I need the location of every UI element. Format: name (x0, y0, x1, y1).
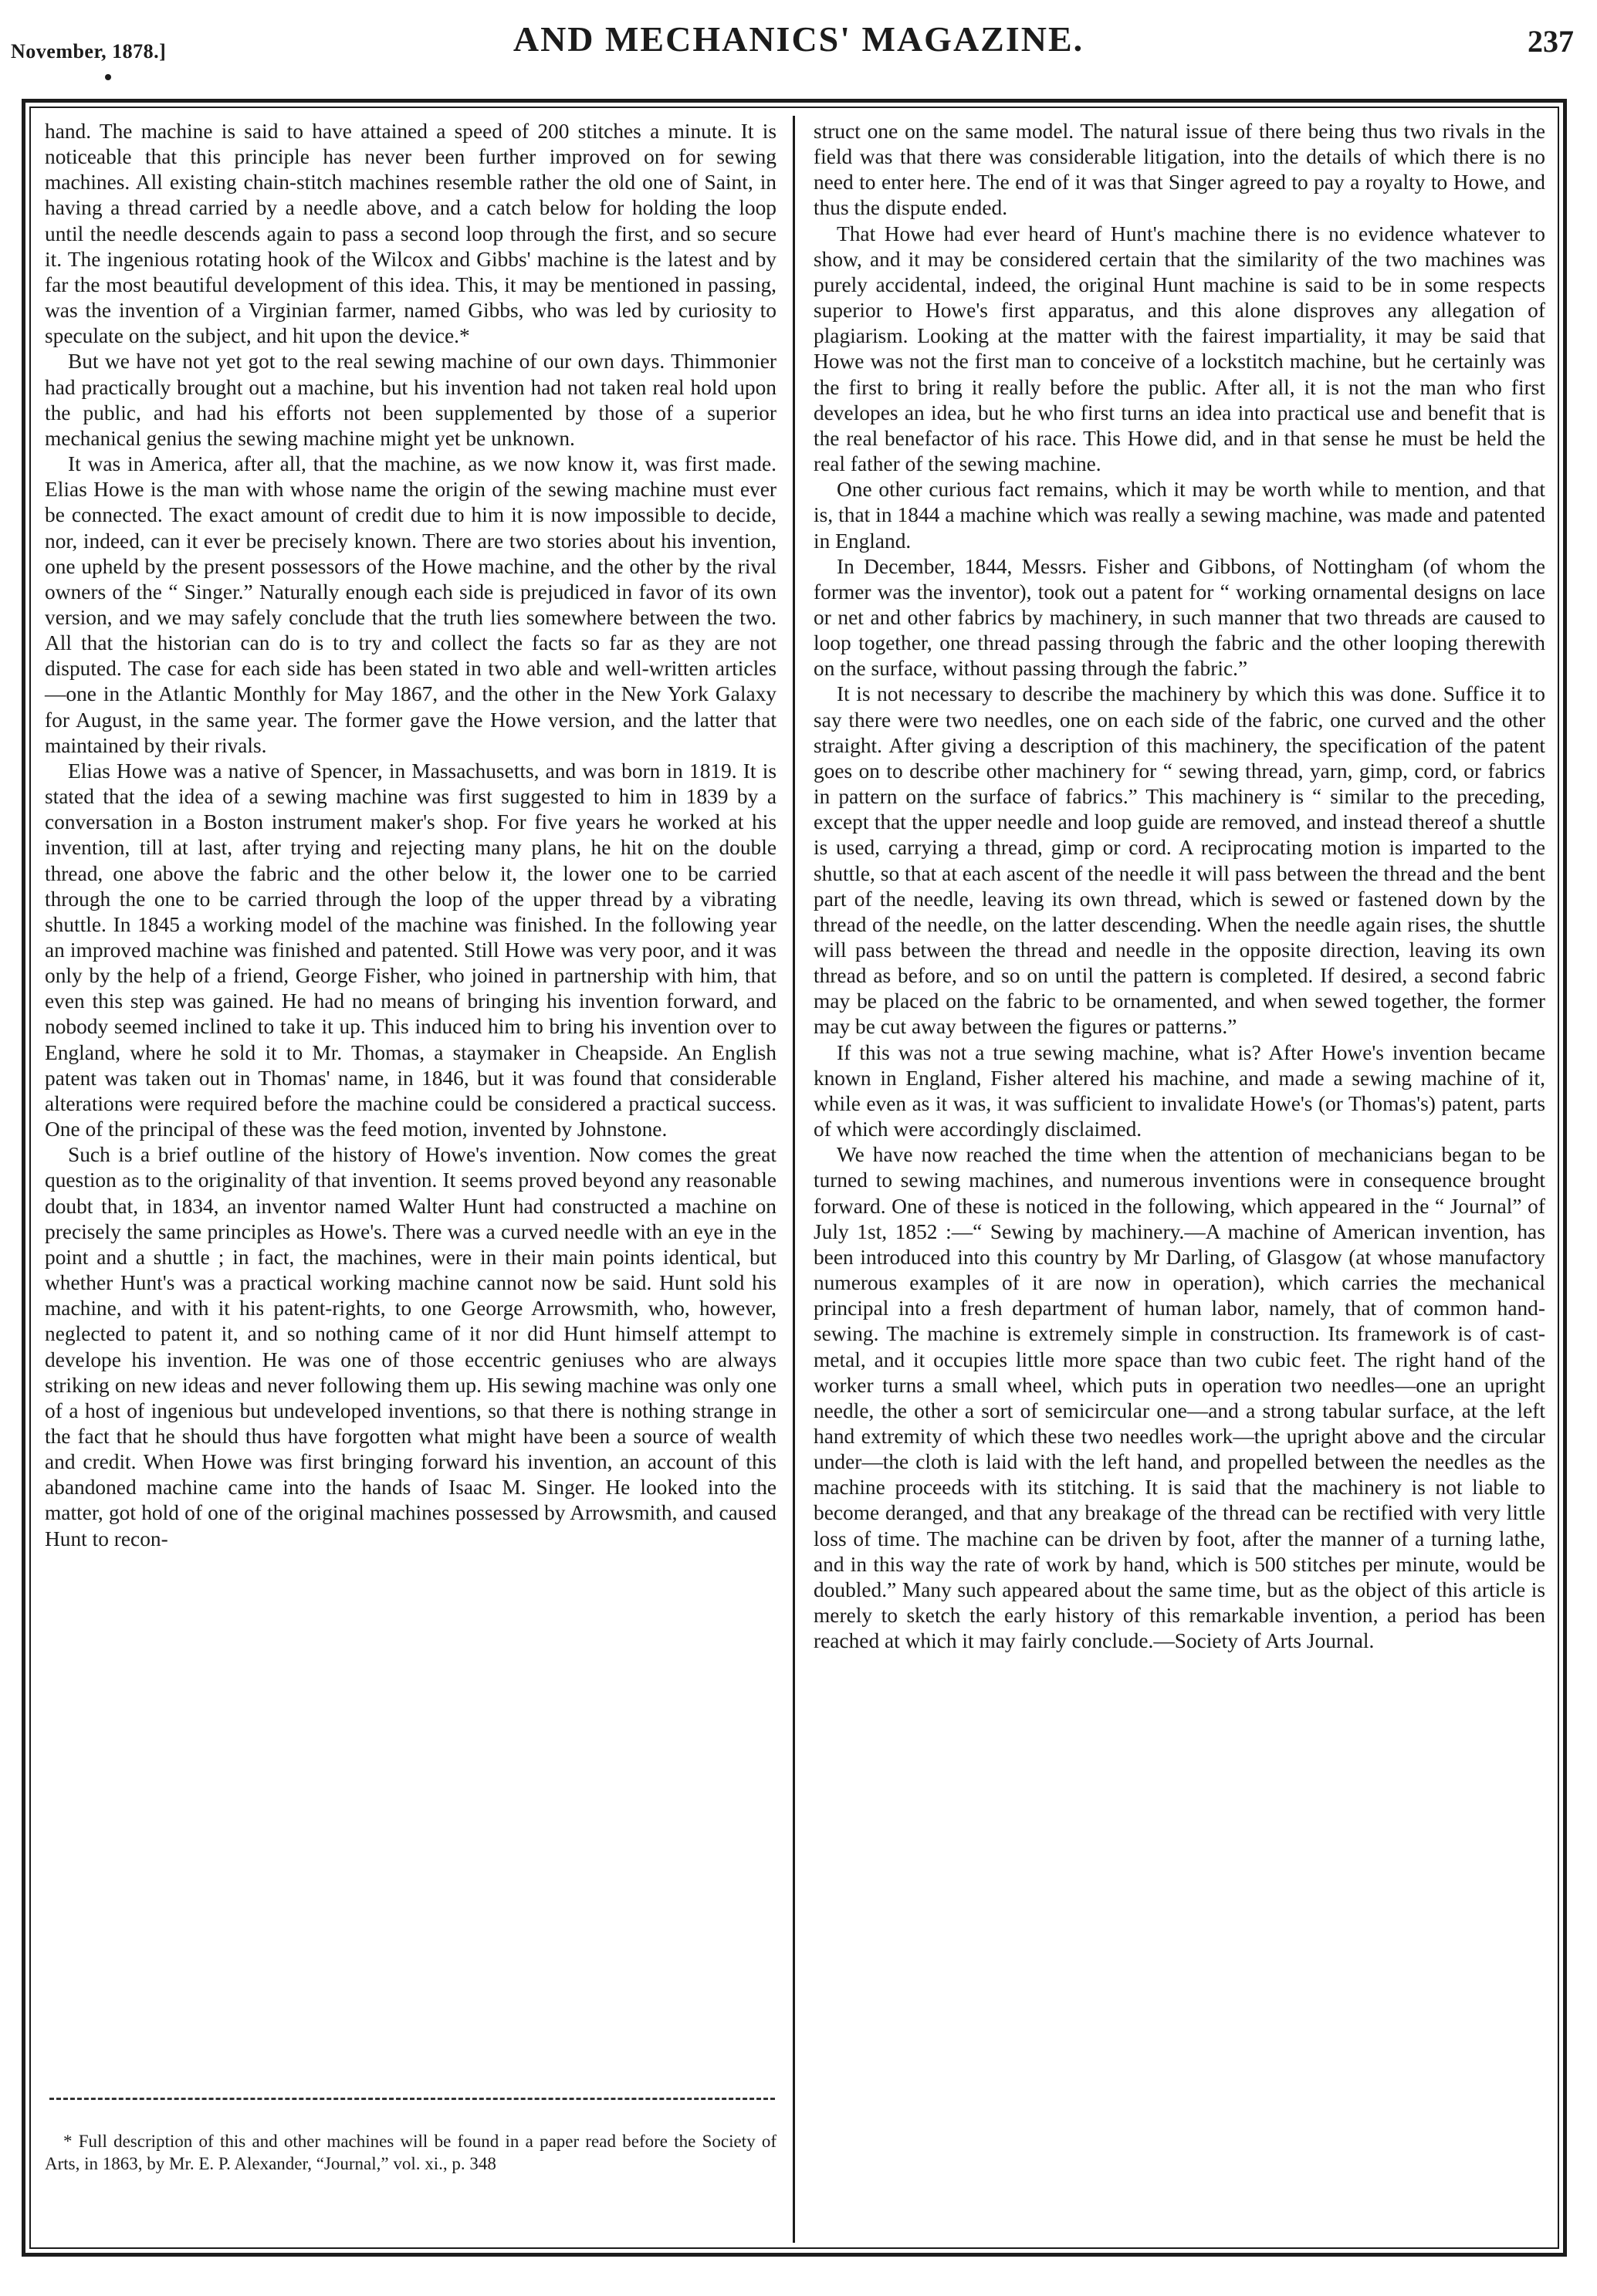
paragraph: Elias Howe was a native of Spencer, in Massachusetts, and was born in 1819. It is stated that the idea of a sewing machine was first suggested to him in 1839 by a conversation in a Boston instrument maker's shop. For five years he worked at his invention, till at last, after trying and rejecting many plans, he hit on the double thread, one above the fabric and the other below it, the lower one to be carried through the one to be carried through the loop of the upper thread by a vibrating shuttle. In 1845 a working model of the machine was finished. In the following year an improved machine was finished and patented. Still Howe was very poor, and it was only by the help of a friend, George Fisher, who joined in partnership with him, that even this step was gained. He had no means of bringing his invention forward, and nobody seemed inclined to take it up. This induced him to bring his invention over to England, where he sold it to Mr. Thomas, a staymaker in Cheapside. An English patent was taken out in Thomas' name, in 1846, but it was found that considerable alterations were required before the machine could be considered a practical success. One of the principal of these was the feed motion, invented by Johnstone. (45, 759, 777, 1141)
paragraph: In December, 1844, Messrs. Fisher and Gibbons, of Nottingham (of whom the former was the inventor), took out a patent for “ working ornamental designs on lace or net and other fabrics by machinery, in such manner that two threads are caused to loop together, one thread passing through the fabric and the other looping therewith on the surface, without passing through the fabric.” (814, 554, 1545, 681)
issue-date: November, 1878.] (11, 40, 167, 63)
footnote (45, 2130, 777, 2175)
right-column (814, 119, 1545, 1654)
paragraph: But we have not yet got to the real sewing machine of our own days. Thimmonier had practically brought out a machine, but his invention had not taken real hold upon the public, and had his efforts not been supplemented by those of a superior mechanical genius the sewing machine might yet be unknown. (45, 350, 777, 450)
footnote-text: * Full description of this and other machines will be found in a paper read before the Society of Arts, in 1863, by Mr. E. P. Alexander, “Journal,” vol. xi., p. 348 (45, 2132, 777, 2173)
paragraph: It was in America, after all, that the machine, as we now know it, was first made. Elias Howe is the man with whose name the origin of the sewing machine must ever be connected. The exact amount of credit due to him it is now impossible to decide, nor, indeed, can it ever be precisely known. There are two stories about his invention, one upheld by the present possessors of the Howe machine, and the other by the rival owners of the “ Singer.” Naturally enough each side is prejudiced in favor of its own version, and we may safely conclude that the truth lies somewhere between the two. All that the historian can do is to try and collect the facts so far as they are not disputed. The case for each side has been stated in two able and well-written articles—one in the Atlantic Monthly for May 1867, and the other in the New York Galaxy for August, in the same year. The former gave the Howe version, and the latter that maintained by their rivals. (45, 452, 777, 757)
left-column (45, 119, 777, 1552)
footnote-rule (49, 2098, 775, 2100)
ornament-dot (105, 74, 111, 80)
paragraph: One other curious fact remains, which it may be worth while to mention, and that is, that in 1844 a machine which was really a sewing machine, was made and patented in England. (814, 478, 1545, 553)
paragraph: Such is a brief outline of the history of Howe's invention. Now comes the great question as to the originality of that invention. It seems proved beyond any reasonable doubt that, in 1834, an inventor named Walter Hunt had constructed a machine on precisely the same principles as Howe's. There was a curved needle with an eye in the point and a shuttle ; in fact, the machines, were in their main points identical, but whether Hunt's was a practical working machine cannot now be said. Hunt sold his machine, and with it his patent-rights, to one George Arrowsmith, who, however, neglected to patent it, and so nothing came of it nor did Hunt himself attempt to develope his invention. He was one of those eccentric geniuses who are always striking on new ideas and never following them up. His sewing machine was only one of a host of ingenious but undeveloped inventions, so that there is nothing strange in the fact that he should thus have forgotten what might have been a source of wealth and credit. When Howe was first bringing forward his invention, an account of this abandoned machine came into the hands of Isaac M. Singer. He looked into the matter, got hold of one of the original machines possessed by Arrowsmith, and caused Hunt to recon- (45, 1143, 777, 1550)
paragraph: hand. The machine is said to have attained a speed of 200 stitches a minute. It is noticeable that this principle has never been further improved on for sewing machines. All existing chain-stitch machines resemble rather the old one of Saint, in having a thread carried by a needle above, and a catch below for holding the loop until the needle descends again to pass a second loop through the first, and so secure it. The ingenious rotating hook of the Wilcox and Gibbs' machine is the latest and by far the most beautiful development of this idea. This, it may be mentioned in passing, was the invention of a Virginian farmer, named Gibbs, who was led by curiosity to speculate on the subject, and hit upon the device.* (45, 120, 777, 348)
paragraph: That Howe had ever heard of Hunt's machine there is no evidence whatever to show, and it may be considered certain that the similarity of the two machines was purely accidental, indeed, the original Hunt machine is said to be in some respects superior to Howe's first apparatus, and this alone disproves any allegation of plagiarism. Looking at the matter with the fairest impartiality, it may be said that Howe was not the first man to conceive of a lockstitch machine, but he certainly was the first to bring it really before the public. After all, it is not the man who first developes an idea, but he who first turns an idea into practical use and benefit that is the real benefactor of his race. This Howe did, and in that sense he must be held the real father of the sewing machine. (814, 221, 1545, 476)
column-divider (793, 116, 795, 2243)
paragraph: It is not necessary to describe the machinery by which this was done. Suffice it to say there were two needles, one on each side of the fabric, one curved and the other straight. After giving a description of this machinery, the specification of the patent goes on to describe other machinery for “ sewing thread, yarn, gimp, cord, or fabrics in pattern on the surface of fabrics.” This machinery is “ similar to the preceding, except that the upper needle and loop guide are removed, and instead thereof a shuttle is used, carrying a thread, gimp or cord. A reciprocating motion is imparted to the shuttle, so that at each ascent of the needle it will pass between the thread and the bent part of the needle, leaving its own thread, which is sewed or fastened down by the thread of the needle, on the latter descending. When the needle again rises, the shuttle will pass between the thread and needle in the opposite direction, leaving its own thread as before, and so on until the pattern is completed. If desired, a second fabric may be placed on the fabric to be ornamented, and when sewed together, the former may be cut away between the figures or patterns.” (814, 682, 1545, 1039)
page-number: 237 (1528, 24, 1574, 59)
magazine-title: AND MECHANICS' MAGAZINE. (513, 19, 1084, 59)
paragraph: If this was not a true sewing machine, what is? After Howe's invention became known in England, Fisher altered his machine, and made a sewing machine of it, while even as it was, it was sufficient to invalidate Howe's (or Thomas's) patent, parts of which were accordingly disclaimed. (814, 1040, 1545, 1141)
paragraph: struct one on the same model. The natural issue of there being thus two rivals in the field was that there was considerable litigation, into the details of which there is no need to enter here. The end of it was that Singer agreed to pay a royalty to Howe, and thus the dispute ended. (814, 120, 1545, 220)
running-head (0, 0, 1597, 85)
paragraph: We have now reached the time when the attention of mechanicians began to be turned to sewing machines, and numerous inventions were in consequence brought forward. One of these is noticed in the following, which appeared in the “ Journal” of July 1st, 1852 :—“ Sewing by machinery.—A machine of American invention, has been introduced into this country by Mr Darling, of Glasgow (at whose manufactory numerous examples of it are now in operation), which carries the mechanical principal into a fresh department of human labor, namely, that of common hand-sewing. The machine is extremely simple in construction. Its framework is of cast-metal, and it occupies little more space than two cubic feet. The right hand of the worker turns a small wheel, which puts in operation two needles—one an upright needle, the other a sort of semicircular one—and a strong tabular surface, at the left hand extremity of which these two needles work—the upright above and the circular under—the cloth is laid with the left hand, and propelled between the needles as the machine proceeds with its stitching. It is said that the machinery is not liable to become deranged, and that any breakage of the thread can be rectified with very little loss of time. The machine can be driven by foot, after the manner of a turning lathe, and in this way the rate of work by hand, which is 500 stitches per minute, would be doubled.” Many such appeared about the same time, but as the object of this article is merely to sketch the early history of this remarkable invention, a period has been reached at which it may fairly conclude.—Society of Arts Journal. (814, 1143, 1545, 1653)
